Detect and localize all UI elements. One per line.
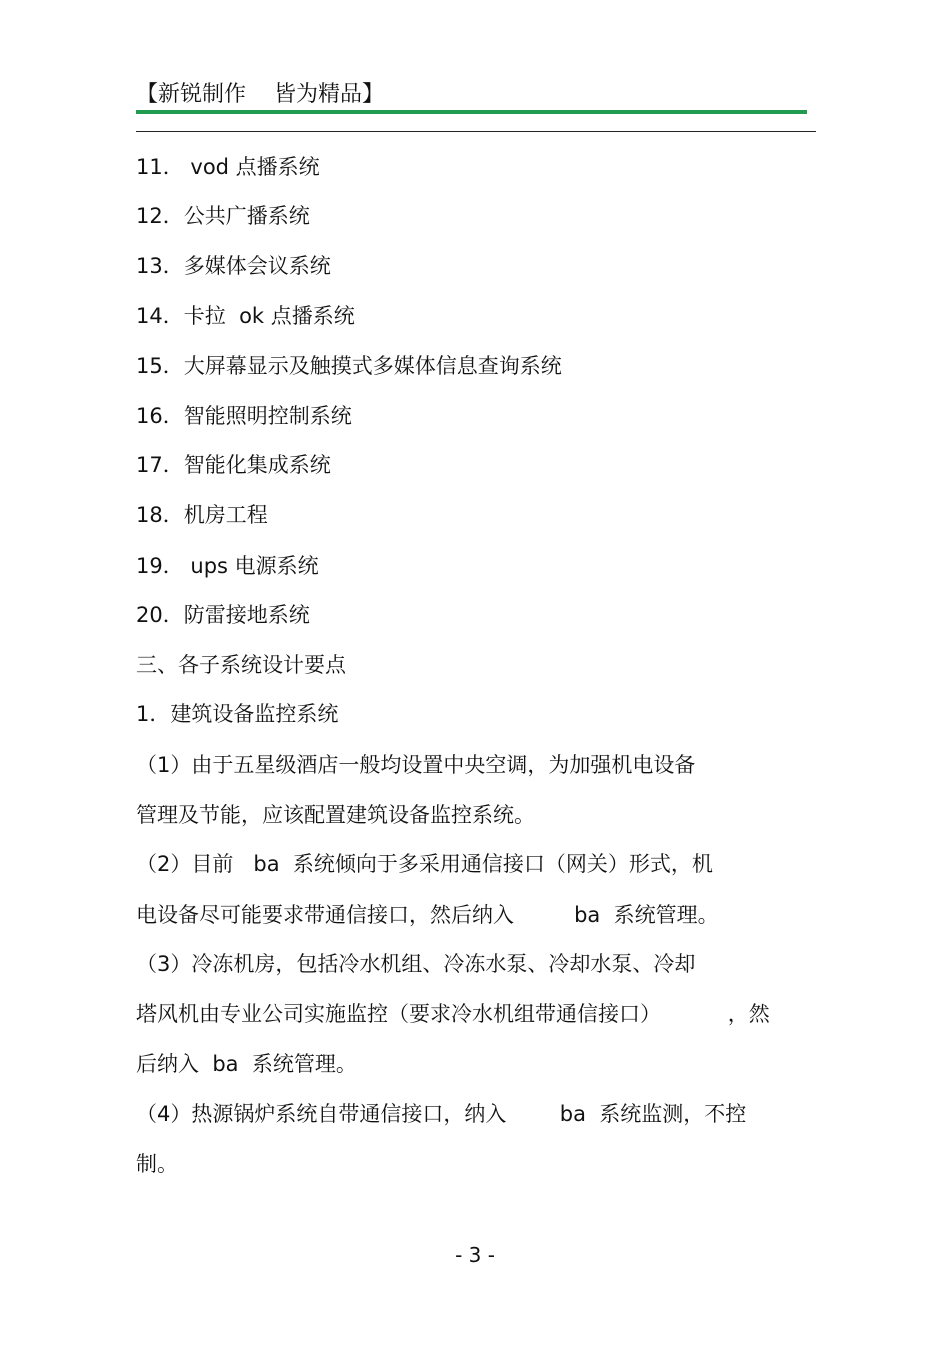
text-line: 14．卡拉 ok 点播系统 — [136, 304, 355, 328]
text-line: 11． vod 点播系统 — [136, 155, 320, 179]
text-line: （2）目前 ba 系统倾向于多采用通信接口（网关）形式，机 — [136, 852, 713, 876]
text-line: （1）由于五星级酒店一般均设置中央空调，为加强机电设备 — [136, 753, 696, 777]
subsection-heading: 1．建筑设备监控系统 — [136, 702, 339, 726]
text-line: 塔风机由专业公司实施监控（要求冷水机组带通信接口） ，然 — [136, 1002, 770, 1026]
text-line: 电设备尽可能要求带通信接口，然后纳入 ba 系统管理。 — [136, 903, 719, 927]
text-line: 管理及节能，应该配置建筑设备监控系统。 — [136, 803, 535, 827]
text-line: 18．机房工程 — [136, 503, 268, 527]
text-line: 20．防雷接地系统 — [136, 603, 310, 627]
text-line: 后纳入 ba 系统管理。 — [136, 1052, 357, 1076]
text-line: 17．智能化集成系统 — [136, 453, 331, 477]
page-header: 【新锐制作 皆为精品】 — [136, 82, 384, 107]
section-heading: 三、各子系统设计要点 — [136, 653, 346, 677]
text-line: （3）冷冻机房，包括冷水机组、冷冻水泵、冷却水泵、冷却 — [136, 952, 696, 976]
text-line: 制。 — [136, 1152, 178, 1176]
text-line: 12．公共广播系统 — [136, 204, 310, 228]
text-line: 15．大屏幕显示及触摸式多媒体信息查询系统 — [136, 354, 562, 378]
text-line: 13．多媒体会议系统 — [136, 254, 331, 278]
text-line: 16．智能照明控制系统 — [136, 404, 352, 428]
page-number: - 3 - — [455, 1243, 495, 1267]
header-green-rule — [136, 110, 807, 114]
text-line: 19． ups 电源系统 — [136, 554, 319, 578]
header-black-rule — [136, 131, 816, 132]
text-line: （4）热源锅炉系统自带通信接口，纳入 ba 系统监测，不控 — [136, 1102, 747, 1126]
